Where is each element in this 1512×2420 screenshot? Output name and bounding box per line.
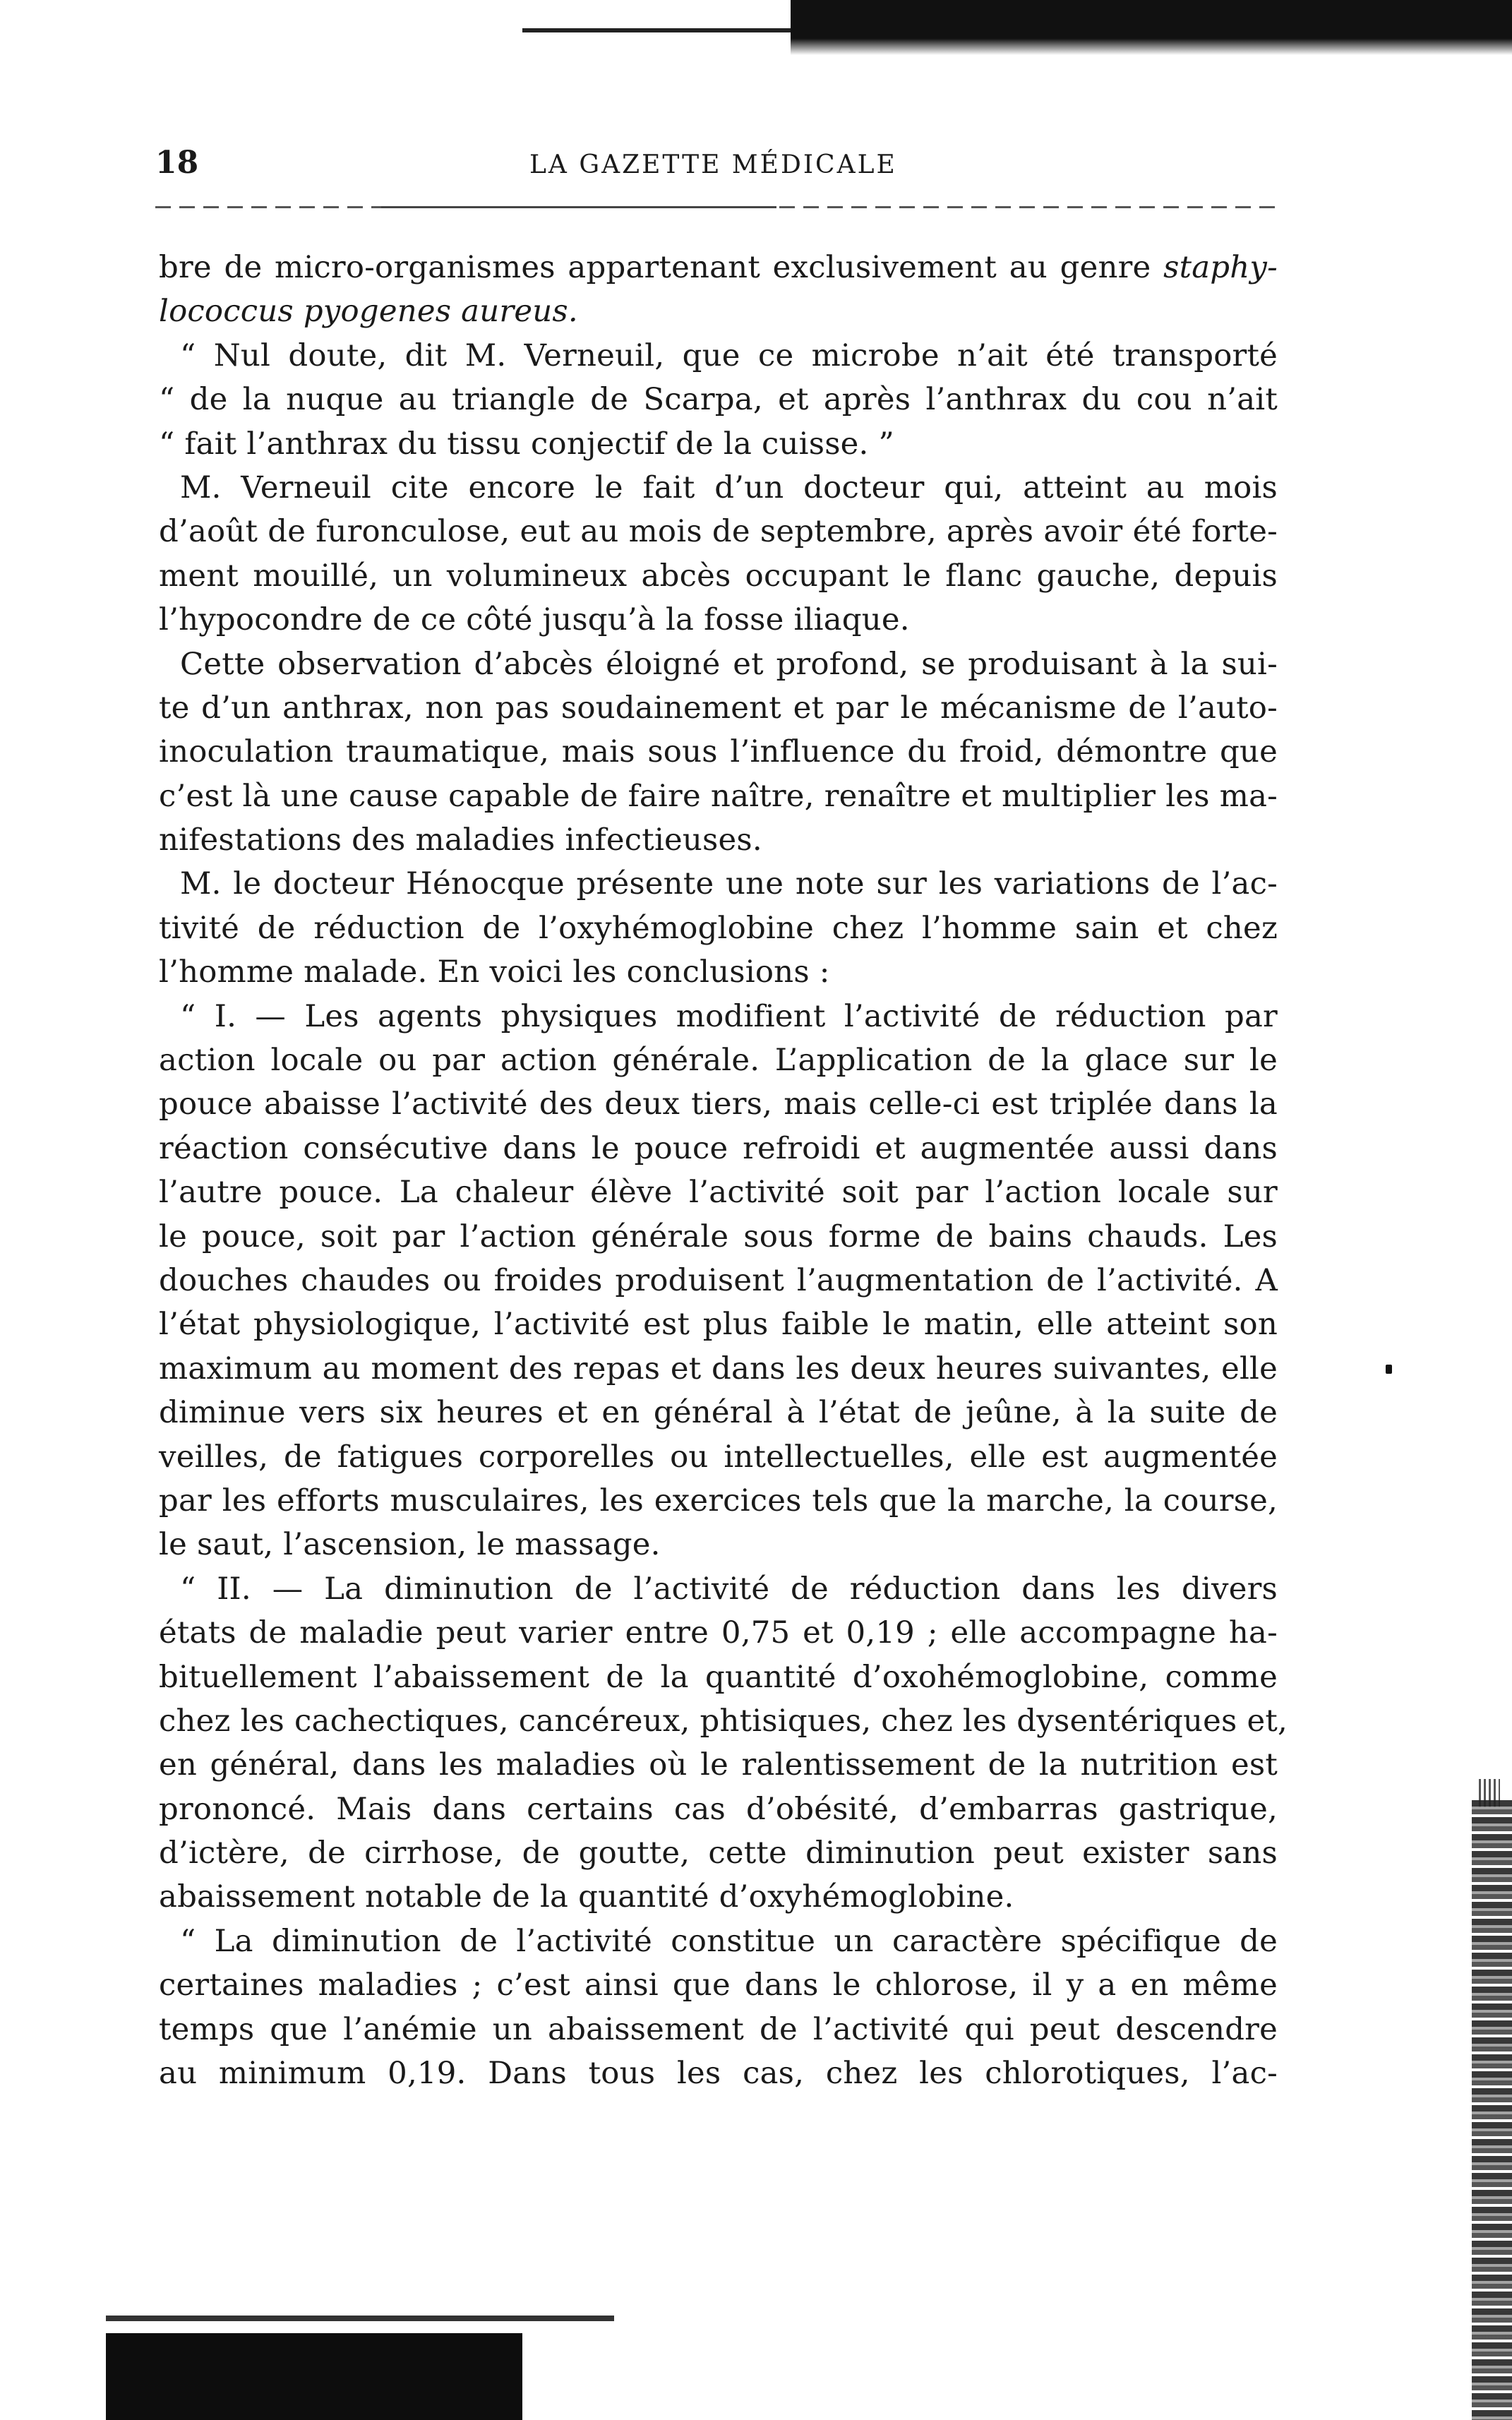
- text-line: [159, 1787, 1278, 1831]
- text-line: [159, 1170, 1278, 1214]
- line-text: c’est là une cause capable de faire naître, renaître et multiplier les ma-: [159, 778, 1278, 814]
- scan-border-line: [522, 28, 819, 32]
- text-line: [159, 1831, 1278, 1875]
- text-line: [159, 1523, 1278, 1567]
- text-line: [159, 1567, 1278, 1611]
- text-line: [159, 1347, 1278, 1391]
- line-text: ment mouillé, un volumineux abcès occupant le flanc gauche, depuis: [159, 558, 1278, 594]
- species-italic: staphy-: [1163, 250, 1278, 285]
- text-line: [159, 995, 1278, 1038]
- text-line: [159, 334, 1278, 378]
- text-line: [159, 289, 1278, 333]
- text-line: [159, 246, 1278, 289]
- text-line: [159, 1743, 1278, 1787]
- line-text: diminue vers six heures et en général à l’état de jeûne, à la suite de: [159, 1395, 1278, 1431]
- text-line: [159, 1435, 1278, 1479]
- text-line: [159, 1259, 1278, 1302]
- text-line: [159, 1919, 1278, 1963]
- line-text: veilles, de fatigues corporelles ou intellectuelles, elle est augmentée: [159, 1439, 1278, 1475]
- line-text: temps que l’anémie un abaissement de l’activité qui peut descendre: [159, 2011, 1278, 2047]
- line-text: lococcus pyogenes aureus.: [159, 294, 578, 330]
- line-text: “ II. — La diminution de l’activité de réduction dans les divers: [180, 1571, 1278, 1607]
- text-line: [159, 2051, 1278, 2095]
- line-text: réaction consécutive dans le pouce refroidi et augmentée aussi dans: [159, 1130, 1278, 1166]
- line-text: Cette observation d’abcès éloigné et profond, se produisant à la sui-: [180, 646, 1278, 682]
- line-text: “ Nul doute, dit M. Verneuil, que ce microbe n’ait été transporté: [180, 337, 1278, 373]
- line-text: bituellement l’abaissement de la quantité d’oxohémoglobine, comme: [159, 1659, 1278, 1695]
- line-text: action locale ou par action générale. L’application de la glace sur le: [159, 1043, 1278, 1079]
- text-line: [159, 1038, 1278, 1082]
- line-text: l’homme malade. En voici les conclusions :: [159, 954, 830, 990]
- line-text: états de maladie peut varier entre 0,75 et 0,19 ; elle accompagne ha-: [159, 1615, 1278, 1651]
- line-text: “ fait l’anthrax du tissu conjectif de la cuisse. ”: [159, 426, 894, 462]
- running-title: LA GAZETTE MÉDICALE: [529, 150, 897, 179]
- text-line: [159, 422, 1278, 466]
- article-body: [159, 246, 1288, 2095]
- text-line: [159, 378, 1278, 421]
- header-rule-solid: [381, 206, 776, 208]
- text-line: [159, 554, 1278, 598]
- text-line: [159, 1302, 1278, 1346]
- line-text: l’état physiologique, l’activité est plus faible le matin, elle atteint son: [159, 1307, 1278, 1343]
- line-text: M. le docteur Hénocque présente une note sur les variations de l’ac-: [180, 866, 1278, 902]
- line-text: “ de la nuque au triangle de Scarpa, et après l’anthrax du cou n’ait: [159, 382, 1278, 418]
- line-text: l’autre pouce. La chaleur élève l’activité soit par l’action locale sur: [159, 1175, 1278, 1211]
- text-line: [159, 642, 1278, 686]
- text-line: [159, 686, 1278, 730]
- line-text: “ I. — Les agents physiques modifient l’activité de réduction par: [180, 998, 1278, 1034]
- line-text: d’ictère, de cirrhose, de goutte, cette diminution peut exister sans: [159, 1835, 1278, 1871]
- line-text: douches chaudes ou froides produisent l’augmentation de l’activité. A: [159, 1262, 1278, 1298]
- text-line: [159, 950, 1278, 994]
- margin-mark: [1386, 1365, 1392, 1374]
- text-line: [159, 906, 1278, 950]
- line-text: en général, dans les maladies où le ralentissement de la nutrition est: [159, 1747, 1278, 1783]
- line-text: au minimum 0,19. Dans tous les cas, chez les chlorotiques, l’ac-: [159, 2056, 1278, 2092]
- text-line: [159, 1082, 1278, 1126]
- line-text: le saut, l’ascension, le massage.: [159, 1527, 661, 1563]
- line-text: d’août de furonculose, eut au mois de septembre, après avoir été forte-: [159, 514, 1278, 550]
- text-line: [159, 1127, 1278, 1170]
- text-line: [159, 466, 1278, 510]
- text-line: [159, 598, 1278, 642]
- text-line: [159, 1655, 1278, 1699]
- line-text-1: bre de micro-organismes appartenant exclusivement au genre staphy-: [159, 250, 1278, 285]
- line-text: le pouce, soit par l’action générale sous forme de bains chauds. Les: [159, 1218, 1278, 1254]
- text-line: [159, 1215, 1278, 1259]
- text-line: [159, 1479, 1278, 1523]
- text-line: [159, 1611, 1278, 1655]
- line-text: tivité de réduction de l’oxyhémoglobine chez l’homme sain et chez: [159, 910, 1278, 946]
- line-text: pouce abaisse l’activité des deux tiers, mais celle-ci est triplée dans la: [159, 1086, 1278, 1122]
- text-line: [159, 774, 1278, 818]
- line-text: maximum au moment des repas et dans les deux heures suivantes, elle: [159, 1350, 1278, 1386]
- line-text: abaissement notable de la quantité d’oxyhémoglobine.: [159, 1879, 1014, 1915]
- line-text: chez les cachectiques, cancéreux, phtisiques, chez les dysentériques et,: [159, 1703, 1288, 1739]
- line-text: nifestations des maladies infectieuses.: [159, 822, 762, 858]
- line-text: l’hypocondre de ce côté jusqu’à la fosse iliaque.: [159, 602, 910, 638]
- text-line: [159, 510, 1278, 553]
- text-line: [159, 818, 1278, 862]
- text-line: [159, 862, 1278, 906]
- text-line: [159, 2008, 1278, 2051]
- line-text: “ La diminution de l’activité constitue un caractère spécifique de: [180, 1923, 1278, 1959]
- line-text: prononcé. Mais dans certains cas d’obésité, d’embarras gastrique,: [159, 1791, 1278, 1827]
- line-text: certaines maladies ; c’est ainsi que dans le chlorose, il y a en même: [159, 1967, 1278, 2003]
- line-text: M. Verneuil cite encore le fait d’un docteur qui, atteint au mois: [180, 469, 1278, 505]
- line-text: te d’un anthrax, non pas soudainement et par le mécanisme de l’auto-: [159, 690, 1278, 726]
- line-text: inoculation traumatique, mais sous l’influence du froid, démontre que: [159, 734, 1278, 770]
- text-line: [159, 1699, 1288, 1743]
- scan-edge: [1472, 1800, 1512, 2420]
- scan-border-top: [791, 0, 1512, 55]
- text-line: [159, 1875, 1278, 1919]
- page-header: [155, 145, 1285, 194]
- text-line: [159, 1391, 1278, 1434]
- page-number: 18: [155, 145, 199, 181]
- scan-border-bottom: [106, 2333, 522, 2420]
- text-line: [159, 1963, 1278, 2007]
- scan-border-line-bottom: [106, 2316, 614, 2321]
- line-text: par les efforts musculaires, les exercices tels que la marche, la course,: [159, 1482, 1278, 1519]
- text-line: [159, 730, 1278, 774]
